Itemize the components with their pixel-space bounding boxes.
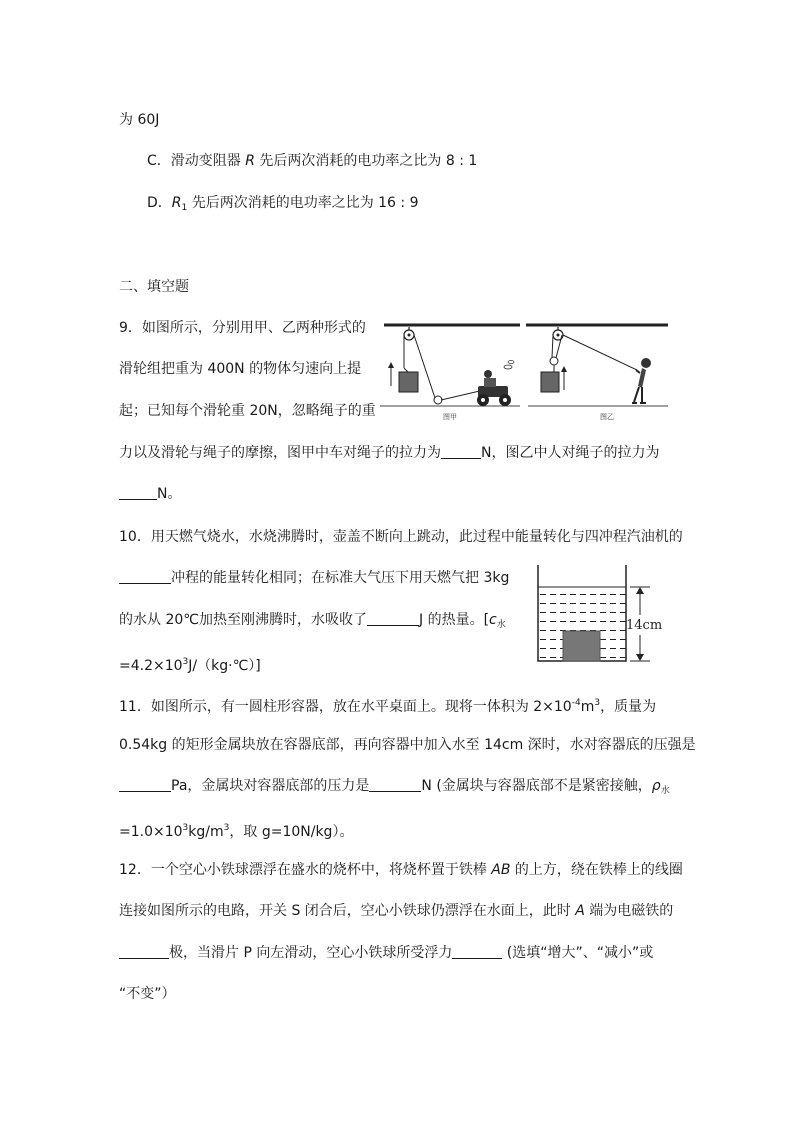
q11-line3: Pa，金属块对容器底部的压力是 N (金属块与容器底部不是紧密接触，$\rho_水$ [119,776,670,801]
variable-r: R [245,153,255,169]
option-d: D．$R_1$ 先后两次消耗的电功率之比为 16 : 9 [147,195,419,213]
q9-line1: 9．如图所示，分别用甲、乙两种形式的 [119,320,366,336]
q10-line2: 冲程的能量转化相同；在标准大气压下用天燃气把 3kg [119,568,509,588]
answer-blank[interactable] [119,569,171,584]
q9-line3: 起；已知每个滑轮重 20N，忽略绳子的重 [119,403,376,419]
section-title: 二、填空题 [119,279,189,295]
answer-blank[interactable] [119,777,171,792]
q10-line3: 的水从 20℃加热至刚沸腾时，水吸收了 J 的热量。[$c_水$ [119,612,506,630]
q10-line4: $=4.2\times 10^3J/(kg\cdot℃)$] [119,657,261,674]
option-b-continuation: 为 60J [119,112,160,128]
container-figure [530,563,675,668]
figure-label-b: 图乙 [600,413,614,421]
pulley-figure-a [380,325,520,421]
q9-line2: 滑轮组把重为 400N 的物体匀速向上提 [119,361,362,377]
figure-label-a: 图甲 [443,413,457,421]
q9-line5: N。 [119,484,181,504]
answer-blank[interactable] [119,944,169,959]
option-letter: D． [147,195,172,211]
car-icon [477,361,514,407]
variable-r1: R [171,195,182,211]
answer-blank[interactable] [441,444,481,459]
answer-blank[interactable] [369,777,421,792]
answer-blank[interactable] [452,944,502,959]
answer-blank[interactable] [367,611,419,626]
q9-line4: 力以及滑轮与绳子的摩擦，图甲中车对绳子的拉力为 N，图乙中人对绳子的拉力为 [119,445,660,461]
pulley-figure-b [526,325,668,421]
q12-line1: 12．一个空心小铁球漂浮在盛水的烧杯中，将烧杯置于铁棒 AB 的上方，绕在铁棒上的线圈 [119,862,683,878]
q10-line1: 10．用天燃气烧水，水烧沸腾时，壶盖不断向上跳动，此过程中能量转化与四冲程汽油机的 [119,529,683,545]
q11-line2: 0.54kg 的矩形金属块放在容器底部，再向容器中加入水至 14cm 深时，水对容器底的压强是 [119,737,696,753]
metal-block [563,631,600,661]
depth-label: 14cm [626,618,663,633]
pulley-figure [380,318,672,426]
q11-line1: 11．如图所示，有一圆柱形容器，放在水平桌面上。现将一体积为 $2\times 10^{-4}m^3$，质量为 [119,698,657,715]
person-icon [632,358,651,403]
answer-blank[interactable] [119,485,157,500]
option-letter: C． [147,153,171,169]
option-c: C．滑动变阻器 R 先后两次消耗的电功率之比为 8 : 1 [147,153,478,169]
q12-line3: 极，当滑片 P 向左滑动，空心小铁球所受浮力 (选填“增大”、“减小”或 [119,943,653,963]
q12-line2: 连接如图所示的电路，开关 S 闭合后，空心小铁球仍漂浮在水面上，此时 A 端为电磁铁的 [119,903,674,919]
q12-line4: “不变”） [119,986,176,1002]
q11-line4: $=1.0\times 10^3kg/m^3$，取 g=10N/kg）。 [119,823,354,840]
